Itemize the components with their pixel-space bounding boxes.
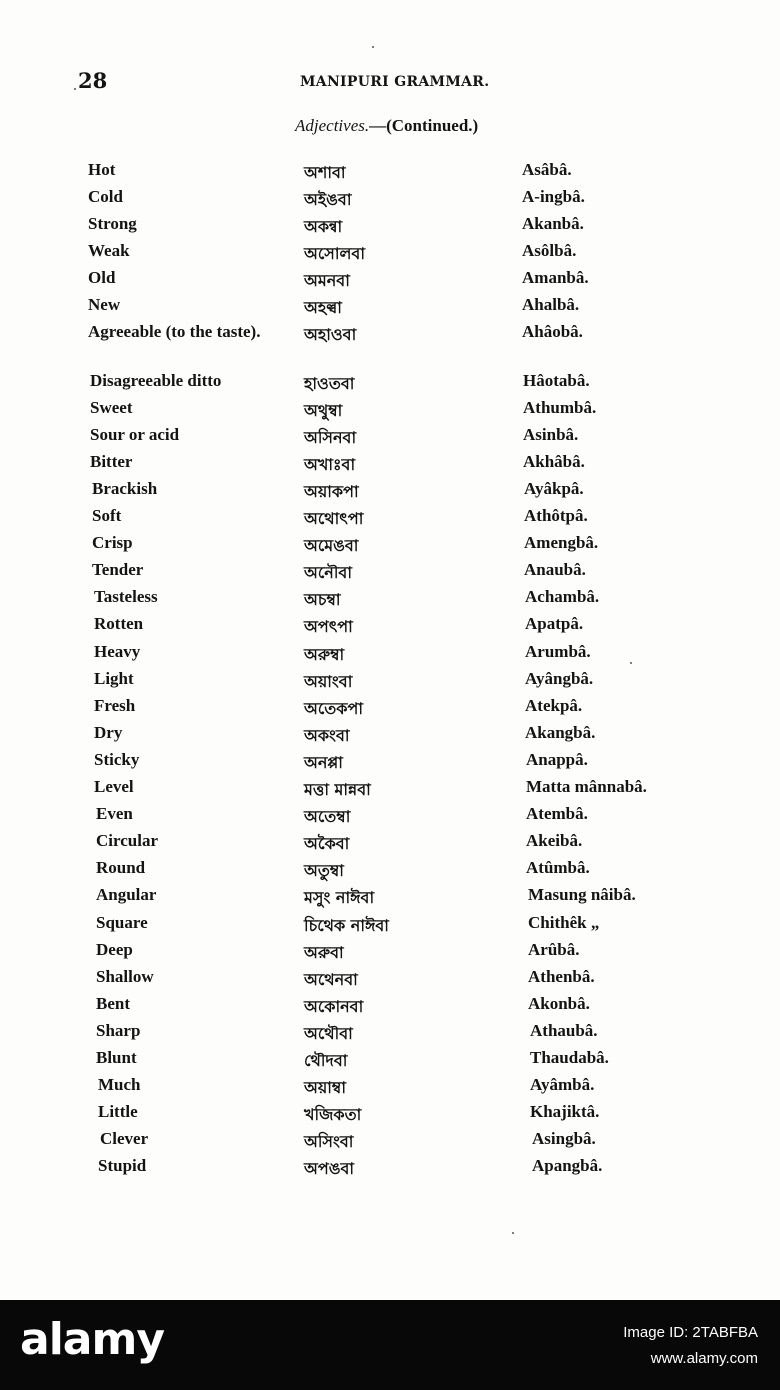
bengali-script-word: অমনবা (304, 271, 350, 290)
english-word: Old (88, 268, 116, 287)
romanized-word: Atekpâ. (525, 696, 583, 715)
site-url: www.alamy.com (650, 1350, 758, 1367)
bengali-script-word: অচম্বা (304, 590, 341, 609)
romanized-word: Khajiktâ. (530, 1102, 600, 1121)
english-word: Shallow (96, 967, 154, 986)
bengali-script-word: চিথেক নাঈবা (304, 916, 389, 935)
romanized-word: Asâbâ. (522, 160, 572, 179)
bengali-script-word: অইঙবা (304, 190, 352, 209)
english-word: Dry (94, 723, 123, 742)
romanized-word: Thaudabâ. (530, 1048, 609, 1067)
section-heading-continued: —(Continued.) (369, 116, 479, 135)
romanized-word: Athumbâ. (523, 398, 597, 417)
bengali-script-word: অমেঙবা (304, 536, 359, 555)
english-word: Strong (88, 214, 137, 233)
bengali-script-word: অসিংবা (304, 1132, 354, 1151)
bengali-script-word: অপৎপা (304, 617, 353, 636)
english-word: Much (98, 1075, 141, 1094)
romanized-word: Ahalbâ. (522, 295, 580, 314)
bengali-script-word: অরুম্বা (304, 645, 345, 664)
english-word: Cold (88, 187, 123, 206)
english-word: Blunt (96, 1048, 137, 1067)
english-word: Deep (96, 940, 133, 959)
bengali-script-word: অখাঃবা (304, 455, 356, 474)
romanized-word: Amengbâ. (524, 533, 599, 552)
english-word: Rotten (94, 614, 144, 633)
bengali-script-word: অথেনবা (304, 970, 358, 989)
bengali-script-word: অথোৎপা (304, 509, 364, 528)
english-word: Hot (88, 160, 116, 179)
english-word: Angular (96, 885, 157, 904)
english-word: Brackish (92, 479, 158, 498)
romanized-word: Achambâ. (525, 587, 600, 606)
english-word: New (88, 295, 121, 314)
page-number: 28 (78, 68, 108, 93)
bengali-script-word: অসোলবা (304, 244, 365, 263)
english-word: Soft (92, 506, 122, 525)
romanized-word: Arûbâ. (528, 940, 580, 959)
bengali-script-word: অতেম্বা (304, 807, 351, 826)
speck (372, 46, 374, 48)
speck (512, 1232, 514, 1234)
romanized-word: Apangbâ. (532, 1156, 603, 1175)
english-word: Light (94, 669, 134, 688)
english-word: Agreeable (to the taste). (88, 322, 261, 341)
english-word: Circular (96, 831, 159, 850)
bengali-script-word: অতুম্বা (304, 861, 344, 880)
bengali-script-word: অথৌবা (304, 1024, 353, 1043)
running-head: MANIPURI GRAMMAR. (300, 74, 490, 90)
bengali-script-word: অতেকপা (304, 699, 363, 718)
romanized-word: Asôlbâ. (522, 241, 577, 260)
english-word: Tender (92, 560, 144, 579)
bengali-script-word: অপঙবা (304, 1159, 354, 1178)
romanized-word: Anappâ. (526, 750, 588, 769)
romanized-word: Atûmbâ. (526, 858, 590, 877)
romanized-word: Arumbâ. (525, 642, 591, 661)
bengali-script-word: অনপ্পা (304, 753, 343, 772)
bengali-script-word: অহল্বা (304, 298, 342, 317)
english-word: Round (96, 858, 146, 877)
english-word: Fresh (94, 696, 136, 715)
romanized-word: Akonbâ. (528, 994, 590, 1013)
english-word: Little (98, 1102, 138, 1121)
bengali-script-word: অসিনবা (304, 428, 357, 447)
bengali-script-word: অরুবা (304, 943, 344, 962)
bengali-script-word: মসুং নাঈবা (304, 888, 375, 907)
english-word: Heavy (94, 642, 141, 661)
section-heading-title: Adjectives. (295, 116, 370, 135)
romanized-word: Atembâ. (526, 804, 588, 823)
watermark-banner (0, 1300, 780, 1390)
bengali-script-word: অয়াকপা (304, 482, 359, 501)
romanized-word: Masung nâibâ. (528, 885, 636, 904)
bengali-script-word: অয়াম্বা (304, 1078, 346, 1097)
romanized-word: Apatpâ. (525, 614, 584, 633)
bengali-script-word: অয়াংবা (304, 672, 353, 691)
romanized-word: Ahâobâ. (522, 322, 583, 341)
english-word: Weak (88, 241, 130, 260)
speck (630, 662, 632, 664)
romanized-word: Chithêk „ (528, 913, 600, 932)
romanized-word: Akanbâ. (522, 214, 584, 233)
bengali-script-word: হাওতবা (304, 374, 355, 393)
english-word: Disagreeable ditto (90, 371, 222, 390)
bengali-script-word: অনৌবা (304, 563, 352, 582)
romanized-word: Akeibâ. (526, 831, 583, 850)
romanized-word: Athôtpâ. (524, 506, 588, 525)
bengali-script-word: অহাওবা (304, 325, 357, 344)
english-word: Stupid (98, 1156, 147, 1175)
romanized-word: Hâotabâ. (523, 371, 590, 390)
romanized-word: Athaubâ. (530, 1021, 598, 1040)
english-word: Tasteless (94, 587, 158, 606)
english-word: Sweet (90, 398, 133, 417)
bengali-script-word: খজিকতা (304, 1105, 362, 1124)
romanized-word: Matta mânnabâ. (526, 777, 647, 796)
romanized-word: Athenbâ. (528, 967, 595, 986)
romanized-word: Akangbâ. (525, 723, 596, 742)
bengali-script-word: অকোনবা (304, 997, 364, 1016)
image-id: Image ID: 2TABFBA (623, 1324, 758, 1341)
bengali-script-word: মত্তা মান্নবা (304, 780, 371, 799)
romanized-word: Akhâbâ. (523, 452, 585, 471)
romanized-word: A-ingbâ. (522, 187, 585, 206)
bengali-script-word: অকৈবা (304, 834, 350, 853)
romanized-word: Anaubâ. (524, 560, 586, 579)
romanized-word: Ayângbâ. (525, 669, 594, 688)
english-word: Bitter (90, 452, 133, 471)
english-word: Sour or acid (90, 425, 180, 444)
english-word: Clever (100, 1129, 149, 1148)
english-word: Bent (96, 994, 130, 1013)
english-word: Even (96, 804, 133, 823)
english-word: Crisp (92, 533, 133, 552)
romanized-word: Asinbâ. (523, 425, 579, 444)
bengali-script-word: অথুম্বা (304, 401, 343, 420)
english-word: Level (94, 777, 134, 796)
english-word: Sharp (96, 1021, 141, 1040)
alamy-logo: alamy (20, 1314, 164, 1365)
speck (74, 88, 76, 90)
romanized-word: Amanbâ. (522, 268, 589, 287)
english-word: Sticky (94, 750, 140, 769)
romanized-word: Ayâkpâ. (524, 479, 584, 498)
english-word: Square (96, 913, 148, 932)
bengali-script-word: অকন্বা (304, 217, 343, 236)
romanized-word: Asingbâ. (532, 1129, 596, 1148)
bengali-script-word: অকংবা (304, 726, 350, 745)
romanized-word: Ayâmbâ. (530, 1075, 595, 1094)
bengali-script-word: অশাবা (304, 163, 346, 182)
bengali-script-word: থৌদবা (304, 1051, 348, 1070)
